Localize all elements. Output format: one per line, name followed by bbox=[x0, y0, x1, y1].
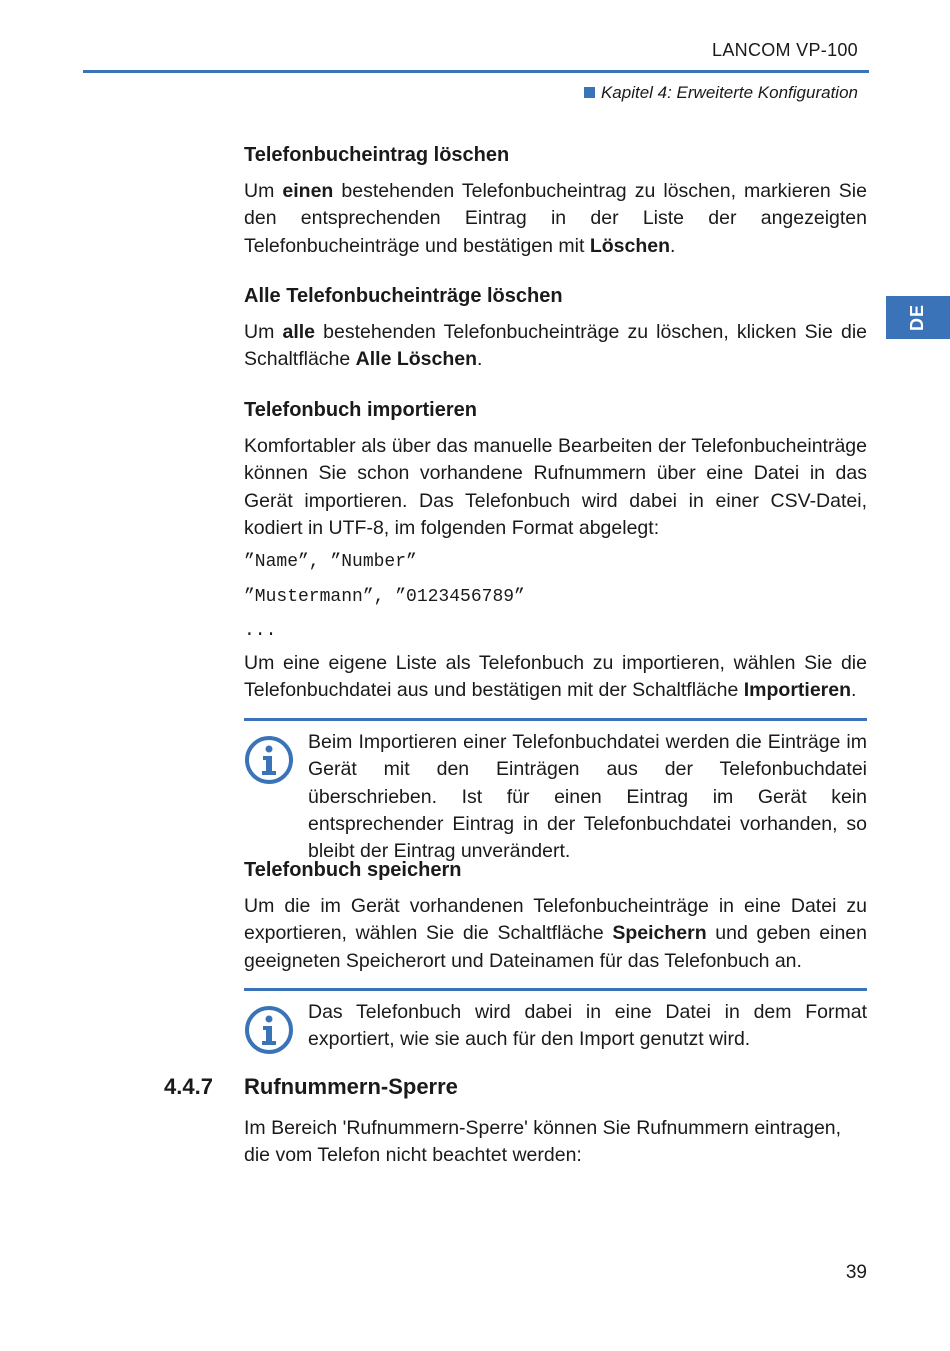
section-paragraph: Um die im Gerät vorhandenen Telefonbucheinträge in eine Datei zu exportieren, wählen Sie die Schaltfläche Speichern und geben einen geeigneten Speicherort und Dateinamen für das Telefonbuch an. bbox=[244, 895, 867, 972]
section-paragraph: Im Bereich 'Rufnummern-Sperre' können Sie Rufnummern eintragen, die vom Telefon nicht beachtet werden: bbox=[244, 1117, 842, 1167]
info-icon bbox=[244, 735, 294, 785]
section-delete-all bbox=[244, 283, 867, 374]
note-text: Das Telefonbuch wird dabei in eine Datei in dem Format exportiert, wie sie auch für den Import genutzt wird. bbox=[308, 1001, 867, 1051]
ui-term-import: Importieren bbox=[743, 679, 852, 702]
note-text: Beim Importieren einer Telefonbuchdatei werden die Einträge im Gerät mit den Einträgen aus der Telefonbuchdatei überschrieben. Ist für einen Eintrag im Gerät kein entsprechender Eintrag in der Telefonbuchdatei vorhanden, so bleibt der Eintrag unverändert. bbox=[308, 731, 867, 863]
section-heading: Telefonbuch importieren bbox=[244, 399, 477, 421]
ui-term-delete-all: Alle Löschen bbox=[355, 348, 478, 371]
section-blocking bbox=[244, 1115, 867, 1170]
info-note-import bbox=[244, 718, 867, 863]
section-delete-entry bbox=[244, 142, 867, 260]
section-paragraph: Um alle bestehenden Telefonbucheinträge zu löschen, klicken Sie die Schaltfläche Alle Löschen. bbox=[244, 321, 868, 371]
section-paragraph: Um einen bestehenden Telefonbucheintrag zu löschen, markieren Sie den entsprechenden Eintrag in der Liste der angezeigten Telefonbucheinträge und bestätigen mit Löschen. bbox=[244, 180, 867, 257]
page-number: 39 bbox=[845, 1262, 867, 1283]
code-line-1: ”Name”, ”Number” bbox=[244, 552, 417, 572]
section-save bbox=[244, 857, 867, 975]
info-icon bbox=[244, 1005, 294, 1055]
code-line-3: ... bbox=[244, 621, 277, 641]
info-note-save bbox=[244, 988, 867, 1061]
section-paragraph: Komfortabler als über das manuelle Bearbeiten der Telefonbucheinträge können Sie schon vorhandene Rufnummern über eine Datei in das Gerät importieren. Das Telefonbuch wird dabei in einer CSV-Datei, kodiert in UTF-8, im folgenden Format abgelegt: bbox=[244, 435, 867, 539]
section-title: Rufnummern-Sperre bbox=[244, 1074, 458, 1099]
language-tab-label: DE bbox=[907, 303, 928, 332]
section-number: 4.4.7 bbox=[164, 1074, 213, 1099]
section-paragraph: Um eine eigene Liste als Telefonbuch zu importieren, wählen Sie die Telefonbuchdatei aus und bestätigen mit der Schaltfläche Importieren. bbox=[244, 652, 867, 702]
chapter-label bbox=[420, 83, 858, 103]
section-heading: Telefonbuch speichern bbox=[244, 859, 462, 881]
ui-term-delete: Löschen bbox=[589, 234, 671, 257]
code-line-2: ”Mustermann”, ”0123456789” bbox=[244, 587, 525, 607]
section-heading: Alle Telefonbucheinträge löschen bbox=[244, 285, 563, 307]
section-heading: Telefonbucheintrag löschen bbox=[244, 144, 510, 166]
import-instructions bbox=[244, 650, 867, 705]
chapter-marker-icon bbox=[584, 87, 595, 98]
ui-term-save: Speichern bbox=[612, 922, 707, 945]
header-rule bbox=[83, 70, 869, 73]
chapter-text: Kapitel 4: Erweiterte Konfiguration bbox=[600, 83, 858, 102]
language-tab bbox=[886, 296, 950, 339]
header-product: LANCOM VP-100 bbox=[712, 40, 858, 60]
section-import bbox=[244, 397, 867, 542]
